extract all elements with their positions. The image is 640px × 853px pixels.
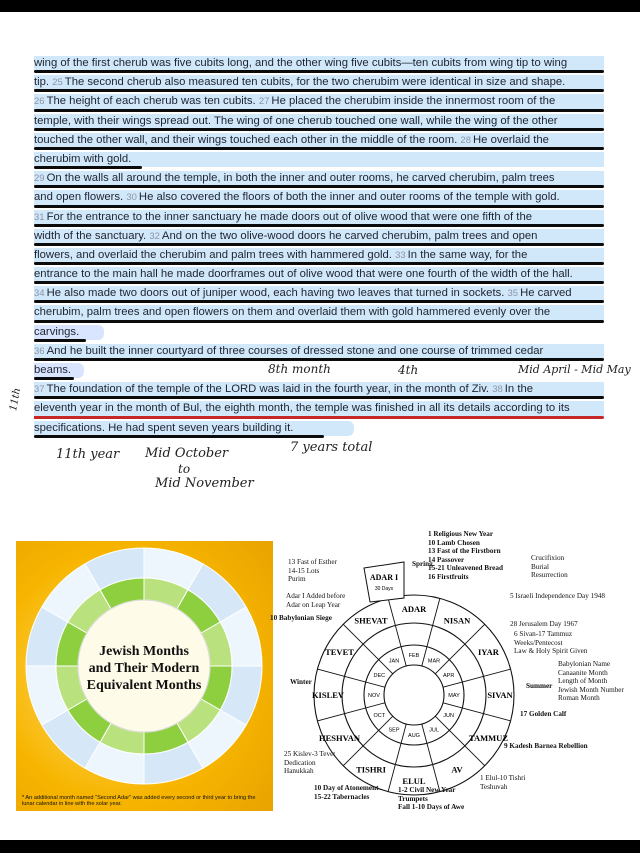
passage-line (34, 208, 604, 227)
event-label: Law & Holy Spirit Given (514, 647, 588, 655)
verse-number: 30 (126, 192, 137, 204)
verse-text: He carved (520, 287, 572, 300)
event-label: 10 Babylonian Siege (270, 614, 332, 622)
roman-month-label: DEC (373, 673, 386, 679)
verse-text: flowers, and overlaid the cherubim and palm trees with hammered gold. (34, 248, 396, 261)
note-7-years: 7 years total (290, 440, 373, 455)
verse-text: eleventh year in the month of Bul, the eighth month, the temple was finished in all its details according to its (34, 402, 570, 415)
hebrew-calendar-diagram (270, 528, 628, 828)
verse-text: He placed the cherubim inside the innermost room of the (271, 95, 556, 108)
passage-line (34, 265, 604, 284)
event-label: Weeks/Pentecost (514, 638, 563, 647)
ring (384, 665, 444, 725)
verse-number: 34 (34, 288, 45, 300)
verse-text: He also made two doors out of juniper wood, each having two leaves that turned in sockets. (46, 287, 508, 300)
legend-label: Babylonian Name (558, 660, 611, 668)
event-label: 13 Fast of Esther (288, 558, 337, 566)
hebrew-month-label: AV (451, 764, 463, 775)
verse-number: 27 (258, 96, 270, 108)
verse-number: 26 (34, 96, 45, 108)
hebrew-month-label: SIVAN (487, 690, 513, 700)
months-wheel (16, 541, 273, 791)
event-label: 6 Sivan-17 Tammuz (514, 630, 573, 638)
note-8th-month: 8th month (268, 362, 331, 376)
passage-line (34, 419, 604, 438)
roman-month-label: JUL (429, 727, 439, 734)
hebrew-month-label: HESHVAN (319, 733, 360, 743)
passage-line (34, 399, 604, 418)
passage-line (34, 380, 604, 399)
roman-month-label: AUG (408, 733, 420, 739)
event-label: Fall 1-10 Days of Awe (398, 803, 465, 811)
event-label: Hanukkah (284, 767, 314, 775)
event-label: 17 Golden Calf (520, 710, 567, 718)
event-label: 25 Kislev-3 Tevet (284, 750, 336, 758)
pen-underline (34, 435, 324, 438)
roman-month-label: APR (442, 673, 455, 679)
passage-line (34, 73, 604, 92)
verse-text: temple, with their wings spread out. The wing of one cherub touched one wall, while the wing of the other (34, 114, 558, 127)
verse-text: wing of the first cherub was five cubits long, and the other wing five cubits—ten cubits from wing tip to wing (34, 57, 568, 69)
event-label: 13 Fast of the Firstborn (428, 547, 501, 555)
passage-line (34, 246, 604, 265)
note-4th: 4th (398, 363, 419, 377)
verse-text: cherubim, palm trees and open flowers on them and overlaid them with gold hammered evenly over the (34, 306, 551, 319)
adar-i-days: 30 Days (374, 586, 394, 592)
note-mid-november: Mid November (155, 476, 254, 491)
event-label: Adar I Added before (286, 592, 346, 600)
passage-line (34, 342, 604, 361)
legend-label: Roman Month (558, 694, 600, 702)
event-label: Burial (531, 562, 549, 571)
season-spring: Spring (412, 560, 433, 568)
verse-text: The second cherub also measured ten cubits, for the two cherubim were identical in size and shape. (64, 76, 566, 89)
verse-text: And on the two olive-wood doors he carved cherubim, palm trees and open (161, 229, 538, 242)
verse-text: In the same way, for the (407, 248, 528, 261)
note-mid-october: Mid October (145, 446, 229, 461)
verse-text: cherubim with gold. (34, 152, 132, 165)
event-label: Adar on Leap Year (286, 600, 341, 609)
legend-label: Jewish Month Number (558, 685, 624, 694)
scripture-passage (34, 54, 604, 438)
legend-label: Canaanite Month (558, 668, 608, 677)
roman-month-label: NOV (368, 693, 380, 699)
note-11th-margin: 11th (8, 387, 24, 412)
event-label: 14-15 Lots (288, 566, 320, 575)
verse-number: 25 (52, 77, 63, 89)
hebrew-month-label: KISLEV (311, 690, 345, 700)
wheel-title: Equivalent Months (86, 678, 202, 693)
event-label: 15-21 Unleavened Bread (428, 564, 503, 572)
verse-text: He also covered the floors of both the inner and outer rooms of the temple with gold. (138, 191, 560, 204)
verse-number: 28 (460, 134, 471, 146)
event-label: 10 Lamb Chosen (428, 538, 480, 547)
bottom-bar (0, 840, 640, 853)
event-label: 14 Passover (428, 555, 465, 564)
passage-line (34, 54, 604, 73)
verse-text: and open flowers. (34, 191, 127, 204)
top-bar (0, 0, 640, 12)
roman-month-label: SEP (388, 727, 400, 734)
event-label: 1-2 Civil New Year (398, 786, 456, 794)
wheel-title: Jewish Months (99, 644, 189, 659)
hebrew-month-label: ADAR (401, 604, 427, 614)
event-label: Dedication (284, 758, 316, 767)
passage-line (34, 284, 604, 303)
event-label: Trumpets (398, 794, 428, 803)
legend-label: Length of Month (558, 677, 608, 685)
hebrew-month-label: SHEVAT (354, 615, 388, 626)
passage-line (34, 150, 604, 169)
verse-text: The height of each cherub was ten cubits. (46, 95, 259, 108)
event-label: Crucifixion (531, 554, 565, 562)
wheel-title: and Their Modern (88, 661, 200, 676)
event-label: 16 Firstfruits (428, 572, 469, 581)
verse-text: And he built the inner courtyard of three courses of dressed stone and one course of trimmed cedar (46, 344, 544, 357)
verse-number: 32 (149, 230, 160, 242)
passage-line (34, 323, 604, 342)
roman-month-label: JUN (443, 713, 454, 719)
verse-number: 35 (507, 288, 519, 300)
passage-line (34, 131, 604, 150)
roman-month-label: MAR (427, 658, 441, 665)
verse-text: specifications. He had spent seven years building it. (34, 421, 294, 434)
event-label: 10 Day of Atonement (314, 784, 379, 792)
event-label: Resurrection (531, 571, 568, 579)
event-label: 9 Kadesh Barnea Rebellion (504, 742, 588, 750)
verse-text: The foundation of the temple of the LORD was laid in the fourth year, in the month of Ziv. (46, 383, 493, 396)
passage-line (34, 92, 604, 111)
second-adar-note: * An additional month named "Second Adar" was added every second or third year to bring the lunar calendar in line with the solar year. (22, 795, 256, 807)
event-label: 5 Israeli Independence Day 1948 (510, 592, 605, 600)
verse-text: beams. (34, 364, 72, 376)
verse-text: On the walls all around the temple, in both the inner and outer rooms, he carved cherubim, palm trees (46, 172, 555, 185)
passage-line (34, 227, 604, 246)
jewish-months-wheel-image (16, 541, 273, 811)
verse-number: 37 (34, 384, 45, 396)
season-summer: Summer (526, 682, 553, 690)
note-mid-april: Mid April - Mid May (518, 363, 631, 376)
event-label: 1 Elul-10 Tishri (480, 774, 526, 782)
note-to: to (178, 462, 191, 476)
verse-number: 31 (34, 211, 45, 223)
season-winter: Winter (290, 678, 312, 686)
verse-number: 36 (34, 345, 45, 357)
verse-text: width of the sanctuary. (34, 229, 150, 242)
hebrew-month-label: ELUL (402, 776, 426, 786)
verse-number: 38 (492, 384, 503, 396)
hebrew-month-label: TAMMUZ (468, 733, 508, 743)
verse-text: carvings. (34, 325, 80, 338)
hebrew-month-label: TEVET (325, 647, 354, 657)
roman-month-label: OCT (373, 713, 386, 719)
roman-month-label: JAN (388, 658, 400, 665)
roman-month-label: MAY (448, 693, 460, 699)
hebrew-month-label: NISAN (443, 615, 471, 626)
verse-text: entrance to the main hall he made doorframes out of olive wood that were one fourth of the width of the hall. (34, 268, 573, 281)
verse-text: For the entrance to the inner sanctuary he made doors out of olive wood that were one fifth of the (46, 210, 533, 223)
verse-text: tip. (34, 76, 53, 89)
roman-month-label: FEB (408, 653, 420, 659)
passage-line (34, 112, 604, 131)
verse-number: 33 (395, 249, 406, 261)
verse-number: 29 (34, 173, 45, 185)
event-label: Purim (288, 575, 306, 583)
passage-line (34, 303, 604, 322)
adar-i-label: ADAR I (369, 573, 399, 582)
verse-text: He overlaid the (472, 133, 549, 146)
verse-text: In the (504, 383, 534, 396)
adar-i-box (364, 562, 404, 602)
event-label: 15-22 Tabernacles (314, 792, 370, 801)
event-label: Teshuvah (480, 782, 508, 791)
passage-line (34, 169, 604, 188)
passage-line (34, 188, 604, 207)
verse-text: touched the other wall, and their wings touched each other in the middle of the room. (34, 133, 461, 146)
event-label: 28 Jerusalem Day 1967 (510, 620, 578, 628)
hebrew-month-label: IYAR (478, 647, 499, 657)
event-label: 1 Religious New Year (428, 530, 494, 538)
note-11th-year: 11th year (56, 447, 120, 462)
hebrew-month-label: TISHRI (356, 764, 386, 775)
